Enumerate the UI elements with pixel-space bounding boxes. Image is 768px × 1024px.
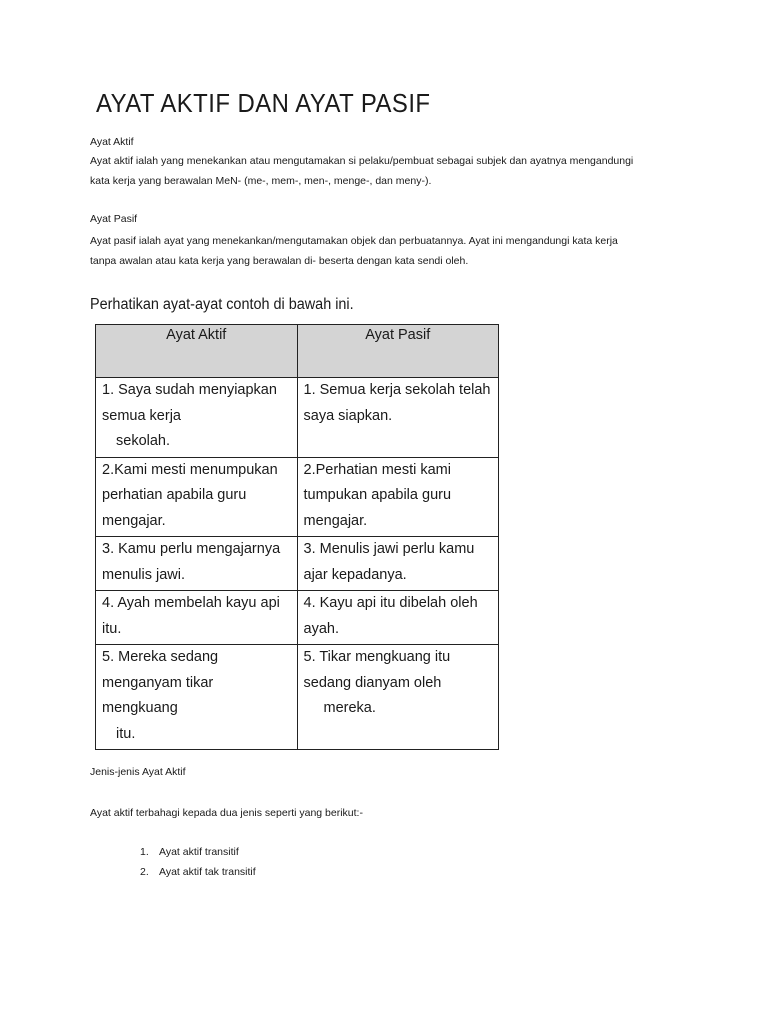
header-ayat-aktif: Ayat Aktif xyxy=(96,325,298,378)
examples-table xyxy=(95,324,499,750)
cell-text: tumpukan apabila guru xyxy=(303,487,452,503)
cell-text: saya siapkan. xyxy=(303,407,393,424)
cell-text: 3. Kamu perlu mengajarnya xyxy=(102,541,281,557)
cell-text: 4. Ayah membelah kayu api xyxy=(102,595,280,611)
cell-text: sedang dianyam oleh xyxy=(303,674,442,691)
header-ayat-pasif: Ayat Pasif xyxy=(297,325,499,378)
ayat-aktif-definition xyxy=(90,151,690,191)
cell-text: ayah. xyxy=(303,620,339,637)
cell-text: mengajar. xyxy=(303,512,368,529)
cell-text: ajar kepadanya. xyxy=(303,566,407,583)
table-header-row xyxy=(96,325,499,378)
cell-text: menganyam tikar xyxy=(102,674,214,691)
table-row xyxy=(96,591,499,645)
cell-pasif-1 xyxy=(297,378,499,458)
table-row xyxy=(96,378,499,458)
list-text: Ayat aktif transitif xyxy=(159,846,239,858)
list-item xyxy=(140,842,256,862)
ayat-pasif-definition xyxy=(90,231,690,271)
cell-text: 1. Semua kerja sekolah telah xyxy=(303,382,491,398)
cell-text: 4. Kayu api itu dibelah oleh xyxy=(303,595,478,611)
list-text: Ayat aktif tak transitif xyxy=(159,866,256,878)
cell-text: perhatian apabila guru xyxy=(102,487,247,503)
cell-text: 5. Tikar mengkuang itu xyxy=(303,649,451,665)
cell-aktif-5 xyxy=(96,645,298,750)
jenis-heading: Jenis-jenis Ayat Aktif xyxy=(90,766,186,778)
cell-text: 5. Mereka sedang xyxy=(102,649,219,665)
cell-text: itu. xyxy=(116,725,136,742)
table-row xyxy=(96,645,499,750)
table-row xyxy=(96,457,499,537)
jenis-list xyxy=(140,842,256,882)
cell-aktif-1 xyxy=(96,378,298,458)
cell-text: mereka. xyxy=(323,700,376,716)
cell-text: mengkuang xyxy=(102,700,178,716)
list-item xyxy=(140,862,256,882)
cell-text: 2.Kami mesti menumpukan xyxy=(102,461,278,478)
cell-text: itu. xyxy=(102,620,122,637)
table-row xyxy=(96,537,499,591)
cell-pasif-3 xyxy=(297,537,499,591)
cell-text: sekolah. xyxy=(116,433,171,449)
cell-aktif-3 xyxy=(96,537,298,591)
cell-text: semua kerja xyxy=(102,407,181,424)
ayat-pasif-line-2: tanpa awalan atau kata kerja yang berawalan di- beserta dengan kata sendi oleh. xyxy=(90,255,469,267)
cell-pasif-4 xyxy=(297,591,499,645)
ayat-aktif-heading: Ayat Aktif xyxy=(90,136,134,148)
cell-text: 3. Menulis jawi perlu kamu xyxy=(303,541,475,557)
cell-text: menulis jawi. xyxy=(102,566,185,583)
ayat-pasif-heading: Ayat Pasif xyxy=(90,213,138,225)
cell-pasif-5 xyxy=(297,645,499,750)
list-number: 2. xyxy=(140,866,149,878)
ayat-aktif-line-2: kata kerja yang berawalan MeN- (me-, mem-, men-, menge-, dan meny-). xyxy=(90,175,432,187)
list-number: 1. xyxy=(140,846,149,858)
cell-pasif-2 xyxy=(297,457,499,537)
cell-text: mengajar. xyxy=(102,512,166,529)
cell-aktif-4 xyxy=(96,591,298,645)
table-intro: Perhatikan ayat-ayat contoh di bawah ini. xyxy=(90,296,354,313)
ayat-aktif-line-1: Ayat aktif ialah yang menekankan atau mengutamakan si pelaku/pembuat sebagai subjek dan ayatnya mengandungi xyxy=(90,155,634,167)
page-title: AYAT AKTIF DAN AYAT PASIF xyxy=(96,88,431,118)
cell-text: 2.Perhatian mesti kami xyxy=(303,461,451,478)
ayat-pasif-line-1: Ayat pasif ialah ayat yang menekankan/mengutamakan objek dan perbuatannya. Ayat ini mengandungi kata kerja xyxy=(90,235,618,247)
jenis-description: Ayat aktif terbahagi kepada dua jenis seperti yang berikut:- xyxy=(90,807,363,819)
cell-text: 1. Saya sudah menyiapkan xyxy=(102,382,277,398)
cell-aktif-2 xyxy=(96,457,298,537)
